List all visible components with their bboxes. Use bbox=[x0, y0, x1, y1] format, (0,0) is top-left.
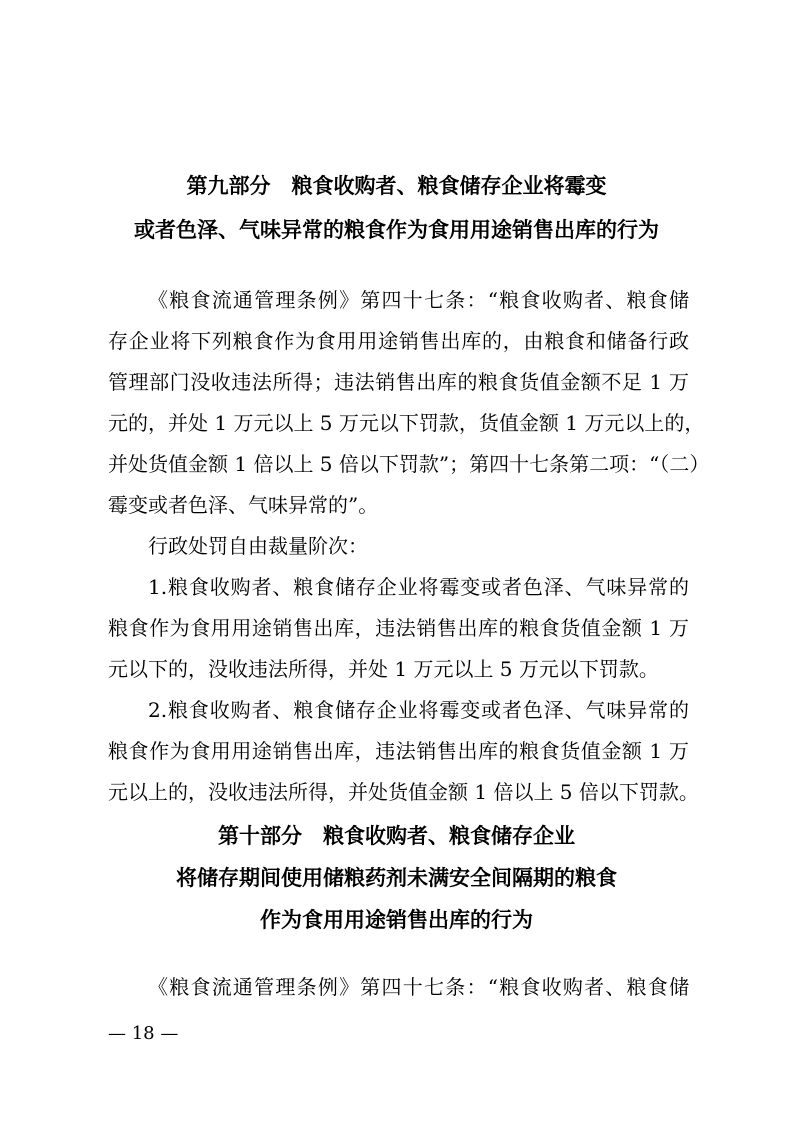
section-9-title-line-1: 第九部分 粮食收购者、粮食储存企业将霉变 bbox=[186, 174, 607, 198]
section-9-para-1-line-5: 并处货值金额 1 倍以上 5 倍以下罚款”；第四十七条第二项：“（二） bbox=[108, 452, 710, 476]
section-9-item-1-line-3: 元以下的，没收违法所得，并处 1 万元以上 5 万元以下罚款。 bbox=[108, 657, 659, 681]
section-10-title-line-2: 将储存期间使用储粮药剂未满安全间隔期的粮食 bbox=[176, 866, 617, 890]
section-9-item-2-line-2: 粮食作为食用用途销售出库，违法销售出库的粮食货值金额 1 万 bbox=[108, 739, 689, 763]
section-9-para-1-line-4: 元的，并处 1 万元以上 5 万元以下罚款，货值金额 1 万元以上的， bbox=[108, 411, 705, 435]
section-10-title-line-3: 作为食用用途销售出库的行为 bbox=[260, 908, 533, 932]
section-9-item-1-line-2: 粮食作为食用用途销售出库，违法销售出库的粮食货值金额 1 万 bbox=[108, 616, 689, 640]
section-10-title-line-1: 第十部分 粮食收购者、粮食储存企业 bbox=[218, 824, 575, 848]
section-9-para-1-line-3: 管理部门没收违法所得；违法销售出库的粮食货值金额不足 1 万 bbox=[108, 370, 689, 394]
section-10-para-1-line-1: 《粮食流通管理条例》第四十七条：“粮食收购者、粮食储 bbox=[148, 975, 689, 999]
section-9-para-1-line-1: 《粮食流通管理条例》第四十七条：“粮食收购者、粮食储 bbox=[148, 288, 689, 312]
section-9-para-1-line-2: 存企业将下列粮食作为食用用途销售出库的，由粮食和储备行政 bbox=[108, 329, 689, 353]
section-9-para-2: 行政处罚自由裁量阶次： bbox=[148, 534, 368, 558]
page-number: — 18 — bbox=[108, 1023, 179, 1044]
section-9-para-1-line-6: 霉变或者色泽、气味异常的”。 bbox=[108, 493, 379, 517]
section-9-title-line-2: 或者色泽、气味异常的粮食作为食用用途销售出库的行为 bbox=[134, 218, 659, 242]
section-9-item-2-line-1: 2.粮食收购者、粮食储存企业将霉变或者色泽、气味异常的 bbox=[148, 698, 689, 722]
section-9-item-1-line-1: 1.粮食收购者、粮食储存企业将霉变或者色泽、气味异常的 bbox=[148, 575, 689, 599]
section-9-item-2-line-3: 元以上的，没收违法所得，并处货值金额 1 倍以上 5 倍以下罚款。 bbox=[108, 780, 699, 804]
